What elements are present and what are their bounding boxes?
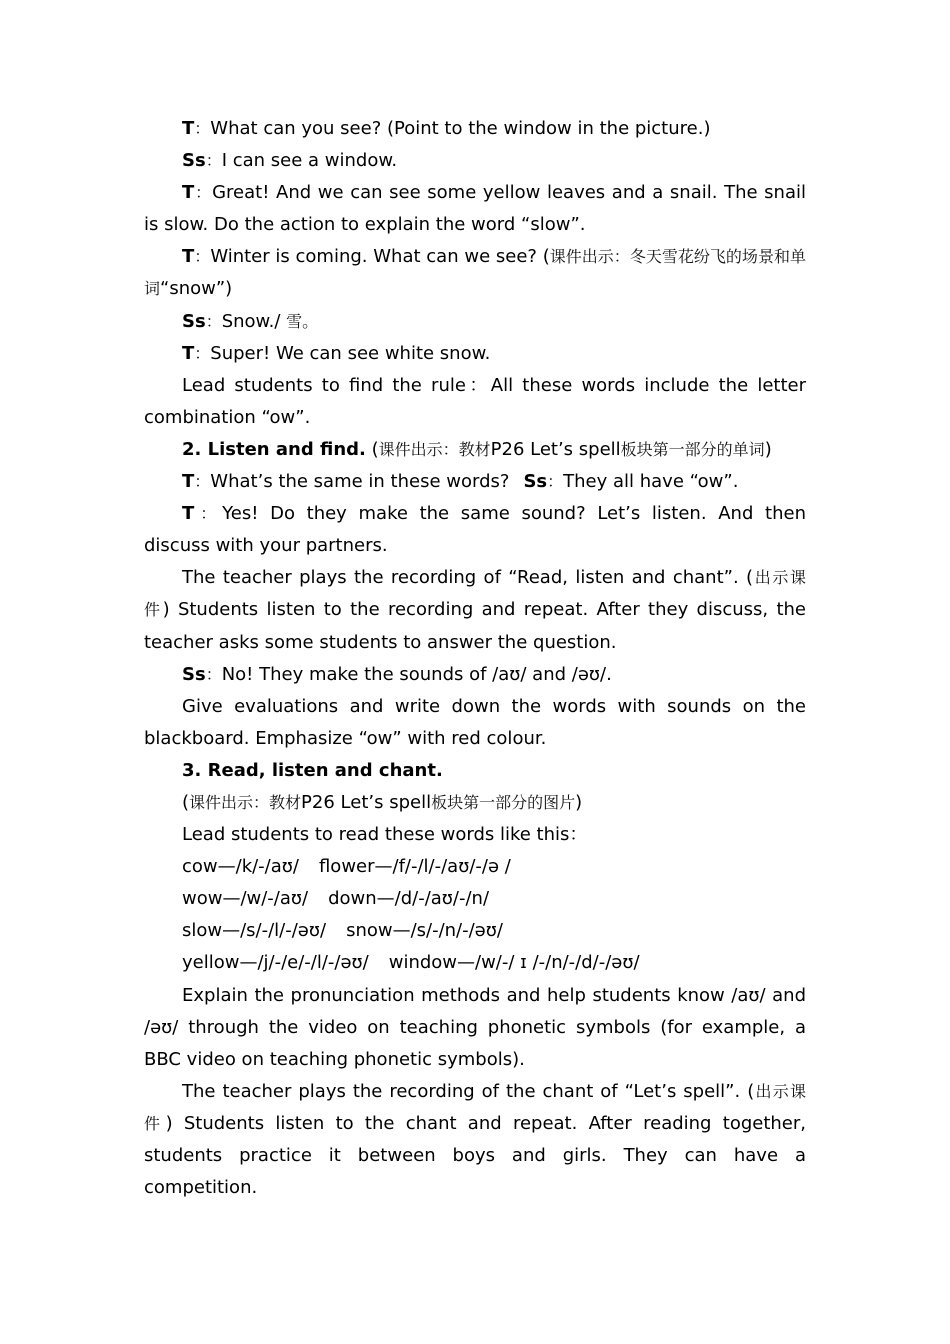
chinese-note: 课件出示：冬天雪花纷飞的场景和单词 <box>144 247 806 299</box>
line-text: Winter is coming. What can we see? ( <box>210 246 550 268</box>
separator: ： <box>194 247 211 267</box>
line-text-tail: “snow”) <box>160 278 233 300</box>
dialogue-line <box>144 306 806 338</box>
separator: ： <box>194 504 223 524</box>
line-text: What can you see? (Point to the window in the picture.) <box>210 118 711 139</box>
chinese-note: 板块第一部分的图片 <box>431 792 576 812</box>
speaker-label: T <box>182 118 195 139</box>
section-heading-read-listen-chant <box>144 755 806 787</box>
heading-text: 2. Listen and find. <box>182 438 366 460</box>
speaker-label: Ss <box>523 471 548 493</box>
separator: ： <box>205 151 222 171</box>
separator: ： <box>205 664 222 684</box>
paren-open: ( <box>365 438 379 460</box>
phonics-word-row <box>144 915 806 947</box>
speaker-label: Ss <box>182 663 206 685</box>
heading-text: 3. Read, listen and chant. <box>182 759 443 781</box>
instruction-paragraph: Explain the pronunciation methods and help students know /aʊ/ and /əʊ/ through the video on teaching phonetic symbols (for example, a BBC video on teaching phonetic symbols). <box>144 984 806 1070</box>
chinese-note: 课件出示：教材 <box>378 439 491 459</box>
dialogue-line <box>144 466 806 498</box>
phonics-word: window—/w/-/ ɪ /-/n/-/d/-/əʊ/ <box>388 952 640 974</box>
speaker-label: Ss <box>182 150 206 172</box>
separator: ： <box>194 343 211 363</box>
instruction-paragraph <box>144 562 806 658</box>
chinese-note: 板块第一部分的单词 <box>620 439 765 459</box>
phonics-word: wow—/w/-/aʊ/ <box>182 888 309 910</box>
speaker-label: T <box>182 503 195 525</box>
instruction-paragraph: Lead students to read these words like this： <box>182 824 588 846</box>
phonics-word: snow—/s/-/n/-/əʊ/ <box>346 920 503 942</box>
separator: ： <box>194 472 211 492</box>
separator: ： <box>205 311 222 331</box>
line-text: The teacher plays the recording of the chant of “Let’s spell”. ( <box>182 1080 755 1102</box>
speaker-label: T <box>182 342 195 364</box>
speaker-label: T <box>182 471 195 493</box>
chinese-note: 出示课件 <box>144 1081 806 1133</box>
paren-close: ) <box>575 791 583 813</box>
textbook-ref: P26 Let’s spell <box>301 791 432 813</box>
separator: ： <box>194 119 211 138</box>
phonics-word-row <box>144 883 806 915</box>
courseware-note <box>144 787 806 819</box>
dialogue-line <box>144 113 806 145</box>
instruction-paragraph: Give evaluations and write down the words with sounds on the blackboard. Emphasize “ow” with red colour. <box>144 695 806 749</box>
phonics-word: cow—/k/-/aʊ/ <box>182 856 299 878</box>
dialogue-line <box>144 145 806 177</box>
line-text: No! They make the sounds of /aʊ/ and /əʊ/. <box>221 663 612 685</box>
chinese-note: 课件出示：教材 <box>189 792 302 812</box>
phonics-word: yellow—/j/-/e/-/l/-/əʊ/ <box>182 952 369 974</box>
phonics-word-row <box>144 851 806 883</box>
line-text-tail: ) Students listen to the recording and repeat. After they discuss, the teacher asks some students to answer the question. <box>144 599 806 653</box>
chinese-note: 出示课件 <box>144 568 806 620</box>
speaker-label: Ss <box>182 310 206 332</box>
line-text-tail: ) Students listen to the chant and repeat. After reading together, students practice it between boys and girls. They can have a competition. <box>144 1112 806 1199</box>
document-page <box>144 113 806 1204</box>
speaker-label: T <box>182 182 195 204</box>
phonics-word-row <box>144 947 806 979</box>
chinese-note: 雪。 <box>286 311 319 331</box>
dialogue-line <box>144 177 806 241</box>
line-text: What’s the same in these words? <box>210 471 510 493</box>
phonics-word: down—/d/-/aʊ/-/n/ <box>328 888 490 910</box>
separator: ： <box>194 183 213 203</box>
section-heading-listen-and-find <box>144 434 806 466</box>
instruction-paragraph: Lead students to find the rule：All these words include the letter combination “ow”. <box>144 374 806 428</box>
speaker-label: T <box>182 246 195 268</box>
line-text: The teacher plays the recording of “Read, listen and chant”. ( <box>182 567 754 589</box>
separator: ： <box>547 472 564 492</box>
phonics-word: slow—/s/-/l/-/əʊ/ <box>182 920 327 942</box>
instruction-paragraph <box>144 1076 806 1204</box>
dialogue-line <box>144 659 806 691</box>
paren-close: ) <box>764 438 772 460</box>
line-text: Super! We can see white snow. <box>210 342 491 364</box>
line-text: I can see a window. <box>221 150 398 172</box>
line-text: Snow./ <box>221 310 287 332</box>
dialogue-line <box>144 241 806 305</box>
phonics-word: flower—/f/-/l/-/aʊ/-/ə / <box>318 856 511 878</box>
textbook-ref: P26 Let’s spell <box>490 438 621 460</box>
line-text: Yes! Do they make the same sound? Let’s listen. And then discuss with your partners. <box>144 503 806 557</box>
dialogue-line <box>144 338 806 370</box>
line-text: Great! And we can see some yellow leaves and a snail. The snail is slow. Do the action to explain the word “slow”. <box>144 182 806 236</box>
dialogue-line <box>144 498 806 562</box>
paren-open: ( <box>182 791 190 813</box>
line-text: They all have “ow”. <box>563 471 739 493</box>
